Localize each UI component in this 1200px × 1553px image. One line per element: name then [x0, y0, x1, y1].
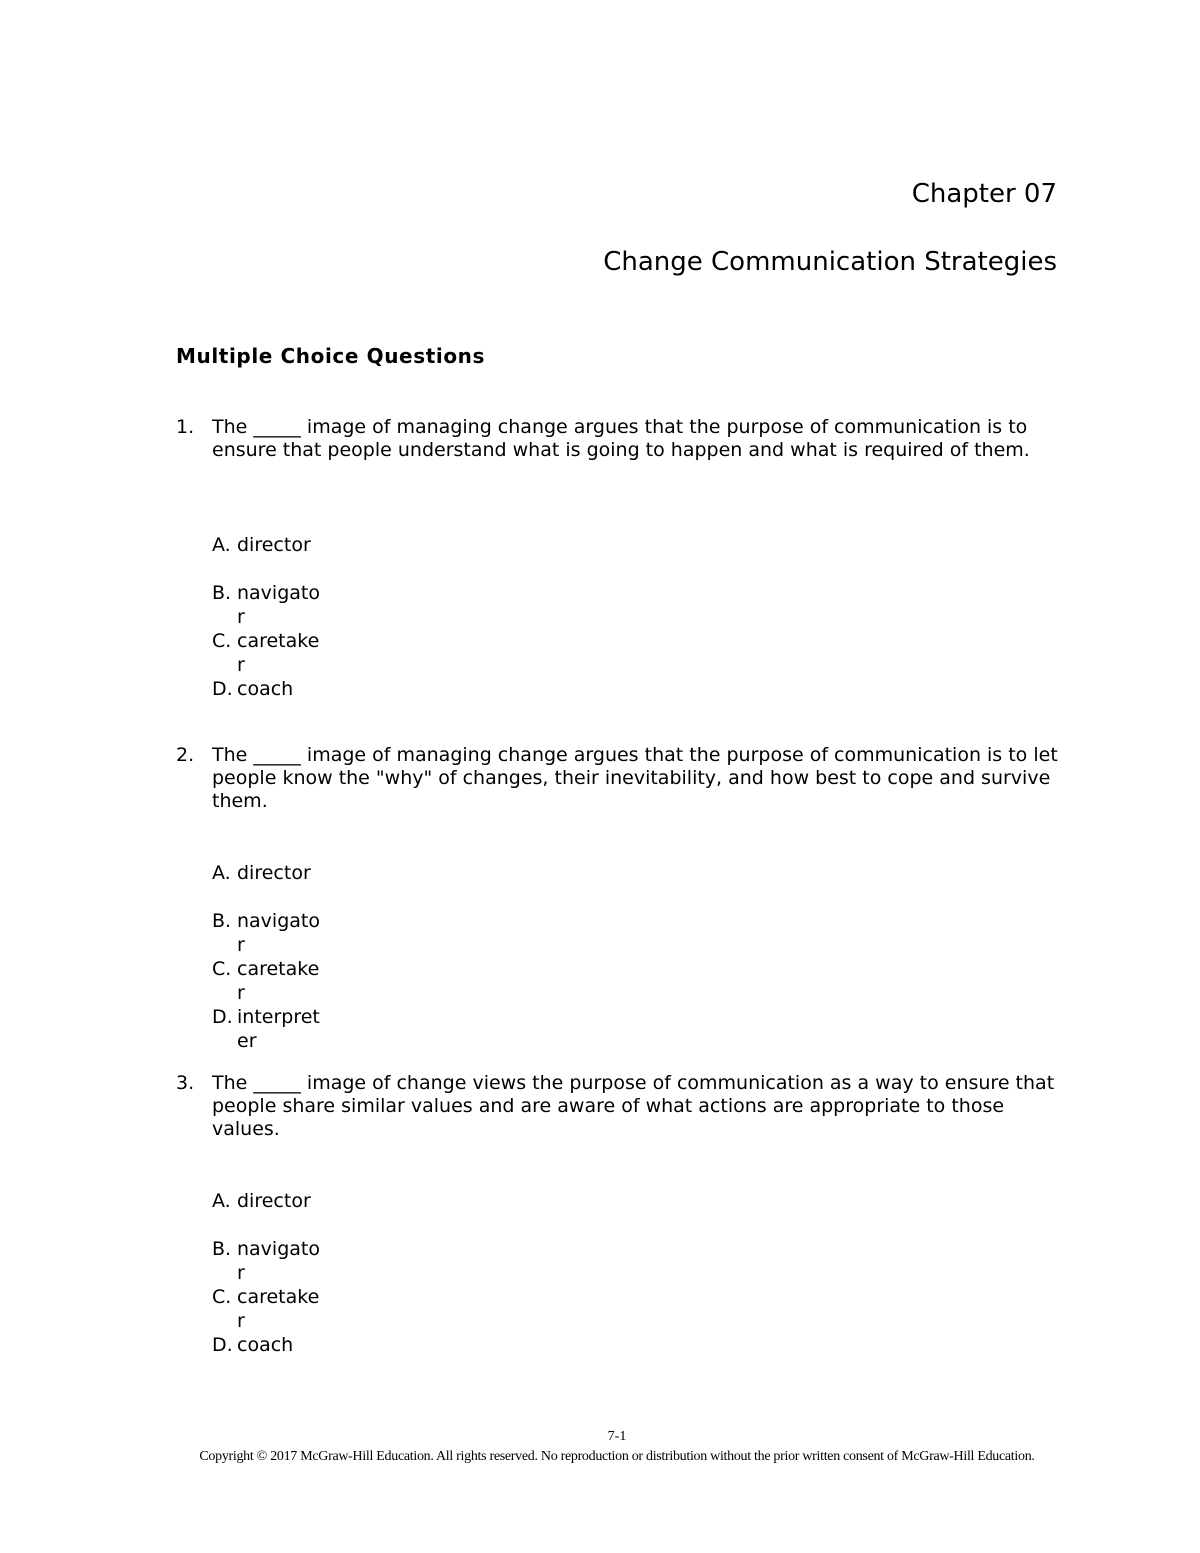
choice-text: navigator: [237, 1238, 320, 1284]
choice-letter: C.: [212, 1286, 232, 1308]
choice-text: coach: [237, 678, 294, 700]
choice-letter: A.: [212, 534, 231, 556]
choice-letter: B.: [212, 582, 232, 604]
section-heading: Multiple Choice Questions: [176, 344, 486, 368]
choice-letter: B.: [212, 910, 232, 932]
chapter-title: Change Communication Strategies: [603, 247, 1057, 277]
chapter-number: Chapter 07: [911, 179, 1057, 209]
choice-letter: A.: [212, 1190, 231, 1212]
question-text: The _____ image of managing change argues that the purpose of communication is to let people know the "why" of changes, their inevitability, and how best to cope and survive them.: [212, 744, 1058, 812]
choice-text: director: [237, 862, 311, 884]
choice-letter: C.: [212, 630, 232, 652]
copyright-notice: Copyright © 2017 McGraw-Hill Education. All rights reserved. No reproduction or distribution without the prior written consent of McGraw-Hill Education.: [199, 1449, 1035, 1464]
choice-text: director: [237, 534, 311, 556]
choice-text: coach: [237, 1334, 294, 1356]
choice-text: navigator: [237, 910, 320, 956]
question-number: 3.: [176, 1072, 195, 1094]
choice-letter: D.: [212, 1006, 233, 1028]
choice-letter: A.: [212, 862, 231, 884]
choice-text: director: [237, 1190, 311, 1212]
choice-text: caretaker: [237, 1286, 320, 1332]
question-text: The _____ image of change views the purpose of communication as a way to ensure that people share similar values and are aware of what actions are appropriate to those values.: [212, 1072, 1055, 1140]
choice-text: caretaker: [237, 958, 320, 1004]
choice-letter: D.: [212, 678, 233, 700]
choice-text: caretaker: [237, 630, 320, 676]
choice-letter: C.: [212, 958, 232, 980]
choice-text: interpreter: [237, 1006, 320, 1052]
page-number: 7-1: [607, 1429, 627, 1444]
choice-text: navigator: [237, 582, 320, 628]
question-text: The _____ image of managing change argues that the purpose of communication is to ensure that people understand what is going to happen and what is required of them.: [212, 416, 1030, 461]
question-number: 1.: [176, 416, 195, 438]
choice-letter: B.: [212, 1238, 232, 1260]
choice-letter: D.: [212, 1334, 233, 1356]
question-number: 2.: [176, 744, 195, 766]
